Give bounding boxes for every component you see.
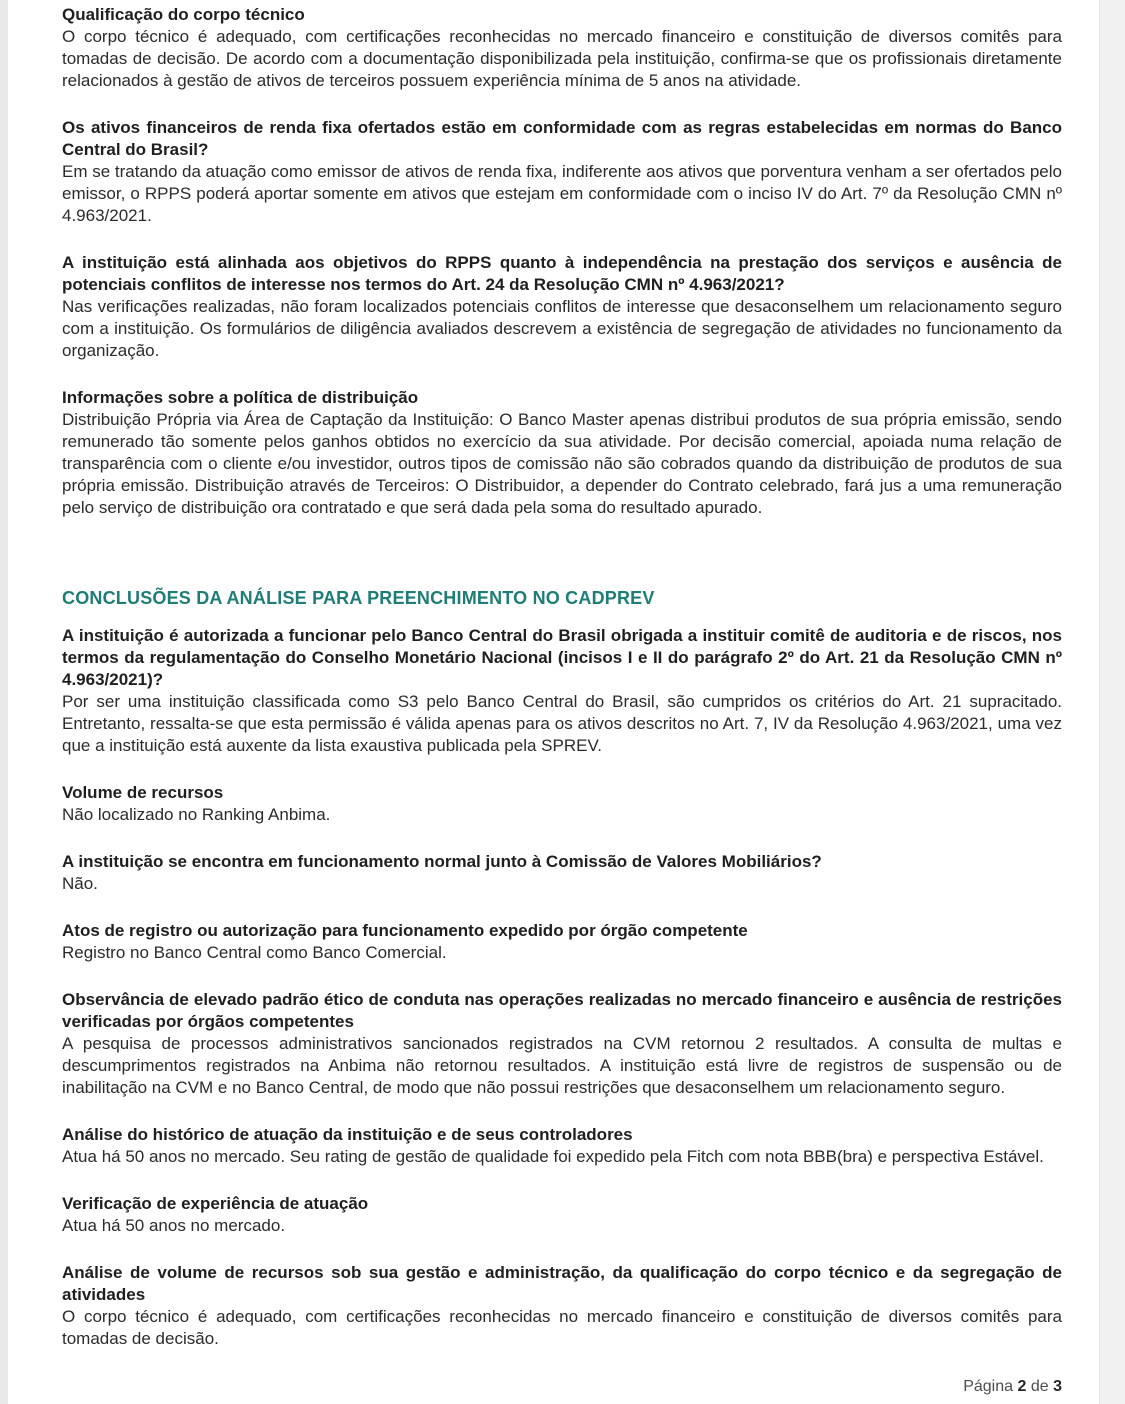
section-body: Distribuição Própria via Área de Captação da Instituição: O Banco Master apenas distribui produtos de sua própria emissão, sendo remunerado tão somente pelos ganhos obtidos no exercício da sua atividade. Por decisão comercial, apoiada numa relação de transparência com o cliente e/ou investidor, outros tipos de comissão não são cobrados quando da distribuição de produtos de sua própria emissão. Distribuição através de Terceiros: O Distribuidor, a depender do Contrato celebrado, fará jus a uma remuneração pelo serviço de distribuição ora contratado e que será dada pela soma do resultado apurado. (62, 410, 1062, 517)
section-heading: Volume de recursos (62, 783, 224, 802)
section-body: Atua há 50 anos no mercado. (62, 1216, 286, 1235)
section-body: A pesquisa de processos administrativos sancionados registrados na CVM retornou 2 resultados. A consulta de multas e descumprimentos registrados na Anbima não retornou resultados. A instituição está livre de registros de suspensão ou de inabilitação na CVM e no Banco Central, de modo que não possui restrições que desaconselhem um relacionamento seguro. (62, 1034, 1062, 1097)
section-heading: Verificação de experiência de atuação (62, 1194, 369, 1213)
footer-prefix: Página (963, 1378, 1014, 1395)
section-body: Por ser uma instituição classificada como S3 pelo Banco Central do Brasil, são cumpridos os critérios do Art. 21 supracitado. Entretanto, ressalta-se que esta permissão é válida apenas para os ativos descritos no Art. 7, IV da Resolução 4.963/2021, uma vez que a instituição está auxente da lista exaustiva publicada pela SPREV. (62, 692, 1062, 755)
section-funcionamento-cvm (62, 851, 1062, 895)
section-body: O corpo técnico é adequado, com certificações reconhecidas no mercado financeiro e constituição de diversos comitês para tomadas de decisão. De acordo com a documentação disponibilizada pela instituição, confirma-se que os profissionais diretamente relacionados à gestão de ativos de terceiros possuem experiência mínima de 5 anos na atividade. (62, 27, 1062, 90)
page-content (62, 4, 1062, 1350)
section-body: O corpo técnico é adequado, com certificações reconhecidas no mercado financeiro e constituição de diversos comitês para tomadas de decisão. (62, 1307, 1062, 1348)
page-number-footer (963, 1378, 1062, 1396)
footer-separator: de (1030, 1378, 1049, 1395)
section-heading: Informações sobre a política de distribuição (62, 388, 419, 407)
section-atos-registro (62, 920, 1062, 964)
section-heading: A instituição é autorizada a funcionar pelo Banco Central do Brasil obrigada a instituir comitê de auditoria e de riscos, nos termos da regulamentação do Conselho Monetário Nacional (incisos I e II do parágrafo 2º do Art. 21 da Resolução CMN nº 4.963/2021)? (62, 626, 1062, 689)
section-heading: Atos de registro ou autorização para funcionamento expedido por órgão competente (62, 921, 748, 940)
section-heading: Análise de volume de recursos sob sua gestão e administração, da qualificação do corpo técnico e da segregação de atividades (62, 1263, 1062, 1304)
section-body: Atua há 50 anos no mercado. Seu rating de gestão de qualidade foi expedido pela Fitch com nota BBB(bra) e perspectiva Estável. (62, 1147, 1044, 1166)
section-autorizacao-bacen (62, 625, 1062, 757)
section-experiencia-atuacao (62, 1193, 1062, 1237)
section-heading: Os ativos financeiros de renda fixa ofertados estão em conformidade com as regras estabelecidas em normas do Banco Central do Brasil? (62, 118, 1062, 159)
page-right-edge (1099, 0, 1125, 1404)
section-body: Não localizado no Ranking Anbima. (62, 805, 331, 824)
section-alinhamento-rpps (62, 252, 1062, 362)
section-qualificacao-corpo-tecnico (62, 4, 1062, 92)
section-heading: A instituição se encontra em funcionamento normal junto à Comissão de Valores Mobiliários? (62, 852, 822, 871)
section-heading: A instituição está alinhada aos objetivos do RPPS quanto à independência na prestação dos serviços e ausência de potenciais conflitos de interesse nos termos do Art. 24 da Resolução CMN nº 4.963/2021? (62, 253, 1062, 294)
section-politica-distribuicao (62, 387, 1062, 519)
section-historico-atuacao (62, 1124, 1062, 1168)
section-body: Registro no Banco Central como Banco Comercial. (62, 943, 447, 962)
section-body: Em se tratando da atuação como emissor de ativos de renda fixa, indiferente aos ativos que porventura venham a ser ofertados pelo emissor, o RPPS poderá aportar somente em ativos que estejam em conformidade com o inciso IV do Art. 7º da Resolução CMN nº 4.963/2021. (62, 162, 1062, 225)
section-volume-gestao-administracao (62, 1262, 1062, 1350)
section-body: Não. (62, 874, 98, 893)
footer-total-pages: 3 (1053, 1378, 1062, 1395)
section-heading: Observância de elevado padrão ético de conduta nas operações realizadas no mercado financeiro e ausência de restrições verificadas por órgãos competentes (62, 990, 1062, 1031)
section-padrao-etico (62, 989, 1062, 1099)
footer-current-page: 2 (1017, 1378, 1027, 1395)
section-ativos-renda-fixa (62, 117, 1062, 227)
conclusions-section-title: CONCLUSÕES DA ANÁLISE PARA PREENCHIMENTO NO CADPREV (62, 588, 655, 608)
section-volume-recursos (62, 782, 1062, 826)
section-heading: Análise do histórico de atuação da instituição e de seus controladores (62, 1125, 633, 1144)
section-heading: Qualificação do corpo técnico (62, 5, 305, 24)
page-left-edge (0, 0, 8, 1404)
section-body: Nas verificações realizadas, não foram localizados potenciais conflitos de interesse que desaconselhem um relacionamento seguro com a instituição. Os formulários de diligência avaliados descrevem a existência de segregação de atividades no funcionamento da organização. (62, 297, 1062, 360)
